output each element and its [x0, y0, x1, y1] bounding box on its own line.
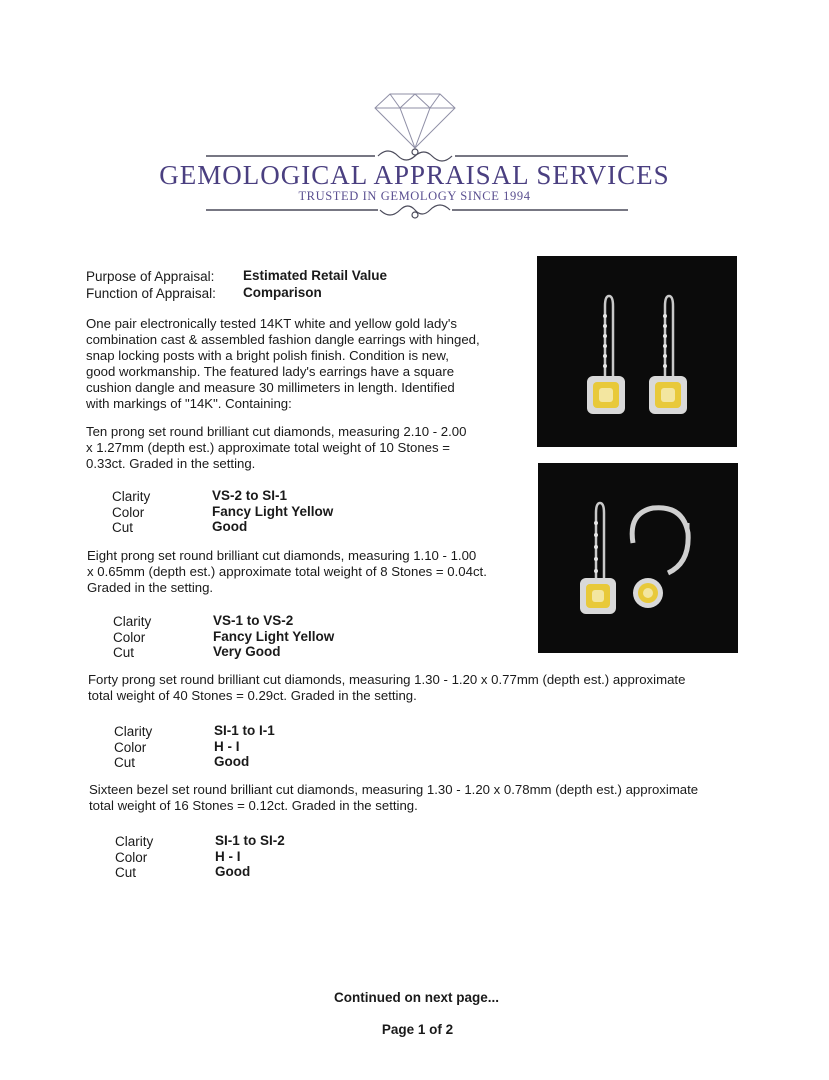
grade-values [215, 833, 285, 880]
earrings-photo-front [537, 256, 737, 447]
cut-label: Cut [114, 755, 136, 770]
stone-description [88, 672, 728, 704]
clarity-label: Clarity [115, 834, 154, 849]
logo [200, 88, 630, 228]
stone-line: Sixteen bezel set round brilliant cut diamonds, measuring 1.30 - 1.20 x 0.78mm (depth est.) approximate [89, 782, 699, 797]
description-line: snap locking posts with a bright polish finish. Condition is new, [86, 348, 449, 363]
page-number: Page 1 of 2 [381, 1022, 454, 1037]
clarity-value: VS-1 to VS-2 [213, 613, 294, 628]
grade-labels [113, 614, 151, 661]
description-line: good workmanship. The featured lady's earrings have a square [86, 364, 455, 379]
stone-line: Graded in the setting. [87, 580, 214, 595]
cut-value: Good [212, 519, 248, 534]
clarity-value: SI-1 to I-1 [214, 723, 275, 738]
grade-labels [112, 489, 150, 536]
cut-value: Good [215, 864, 251, 879]
company-tagline: TRUSTED IN GEMOLOGY SINCE 1994 [298, 189, 531, 203]
clarity-value: VS-2 to SI-1 [212, 488, 288, 503]
stone-description [87, 548, 527, 596]
clarity-label: Clarity [112, 489, 151, 504]
color-value: Fancy Light Yellow [212, 503, 334, 519]
description-line: cushion dangle and measure 30 millimeters in length. Identified [86, 380, 455, 395]
stone-line: total weight of 16 Stones = 0.12ct. Graded in the setting. [89, 798, 418, 813]
item-description [86, 316, 516, 412]
purpose-value: Estimated Retail Value [243, 268, 388, 283]
description-line: with markings of "14K". Containing: [86, 396, 292, 411]
function-value: Comparison [243, 285, 322, 300]
color-label: Color [112, 504, 145, 520]
color-label: Color [113, 629, 146, 645]
stone-line: total weight of 40 Stones = 0.29ct. Graded in the setting. [88, 688, 417, 703]
color-value: H - I [214, 738, 240, 754]
function-label: Function of Appraisal: [86, 286, 216, 301]
stone-line: Eight prong set round brilliant cut diamonds, measuring 1.10 - 1.00 [87, 548, 477, 563]
cut-label: Cut [112, 520, 134, 535]
company-name: GEMOLOGICAL APPRAISAL SERVICES [159, 160, 670, 190]
diamond-logo-icon [200, 88, 630, 228]
description-line: One pair electronically tested 14KT white and yellow gold lady's [86, 316, 457, 331]
cut-label: Cut [115, 865, 137, 880]
clarity-label: Clarity [114, 724, 153, 739]
color-value: Fancy Light Yellow [213, 628, 335, 644]
stone-line: Forty prong set round brilliant cut diamonds, measuring 1.30 - 1.20 x 0.77mm (depth est.) approximate [88, 672, 686, 687]
continued-note: Continued on next page... [334, 990, 499, 1005]
earring-image-icon [537, 256, 737, 447]
grade-labels [115, 834, 153, 881]
color-label: Color [115, 849, 148, 865]
stone-line: x 1.27mm (depth est.) approximate total weight of 10 Stones = [86, 440, 450, 455]
cut-value: Good [214, 754, 250, 769]
color-label: Color [114, 739, 147, 755]
grade-values [214, 723, 275, 770]
earring-image-icon [538, 463, 738, 653]
stone-line: 0.33ct. Graded in the setting. [86, 456, 256, 471]
description-line: combination cast & assembled fashion dangle earrings with hinged, [86, 332, 480, 347]
clarity-label: Clarity [113, 614, 152, 629]
stone-description [86, 424, 516, 472]
earrings-photo-side [538, 463, 738, 653]
clarity-value: SI-1 to SI-2 [215, 833, 285, 848]
stone-line: x 0.65mm (depth est.) approximate total weight of 8 Stones = 0.04ct. [87, 564, 487, 579]
cut-label: Cut [113, 645, 135, 660]
color-value: H - I [215, 848, 241, 864]
stone-description [89, 782, 729, 814]
grade-values [212, 488, 333, 535]
grade-values [213, 613, 334, 660]
grade-labels [114, 724, 152, 771]
stone-line: Ten prong set round brilliant cut diamonds, measuring 2.10 - 2.00 [86, 424, 467, 439]
purpose-label: Purpose of Appraisal: [86, 269, 215, 284]
cut-value: Very Good [213, 644, 281, 659]
